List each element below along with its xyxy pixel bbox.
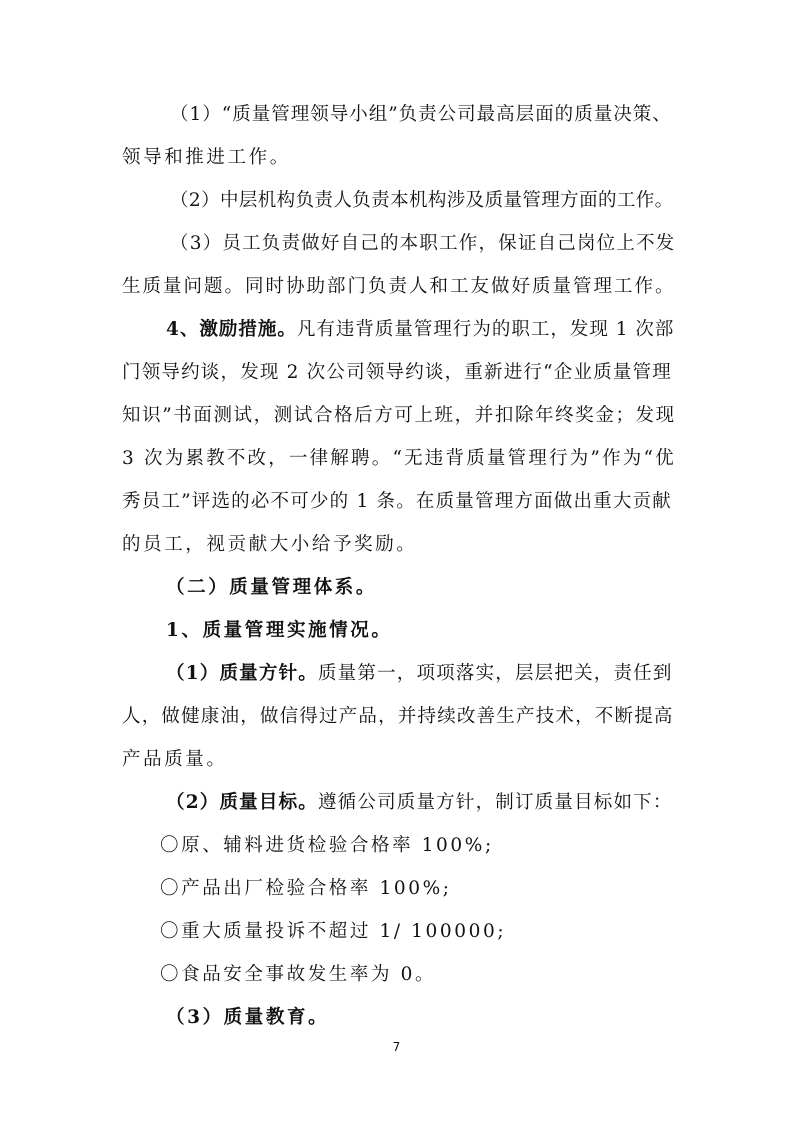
- paragraph-4-line-6: 的员工，视贡献大小给予奖励。: [122, 534, 418, 555]
- incentive-heading: 4、激励措施。: [166, 319, 297, 340]
- paragraph-1-line-2: 领导和推进工作。: [122, 147, 291, 168]
- policy-line-1: [166, 661, 673, 687]
- policy-line-3: 产品质量。: [122, 749, 228, 770]
- paragraph-4-line-4: 3 次为累教不改，一律解聘。“无违背质量管理行为”作为“优: [122, 448, 676, 469]
- paragraph-1-line-1: （1）“质量管理领导小组”负责公司最高层面的质量决策、: [170, 104, 672, 125]
- section-2-heading: （二）质量管理体系。: [166, 577, 378, 598]
- education-heading: （3）质量教育。: [166, 1007, 330, 1028]
- paragraph-4-line-1: [166, 317, 674, 343]
- paragraph-4-line-2: 门领导约谈，发现 2 次公司领导约谈，重新进行“企业质量管理: [122, 362, 672, 383]
- paragraph-4-line-3: 知识”书面测试，测试合格后方可上班，并扣除年终奖金；发现: [122, 405, 676, 426]
- objectives-line-1: [166, 790, 673, 816]
- paragraph-3-line-1: （3）员工负责做好自己的本职工作，保证自己岗位上不发: [170, 233, 676, 254]
- objective-item: 〇原、辅料进货检验合格率 100%;: [160, 835, 494, 856]
- policy-heading: （1）质量方针。: [166, 663, 318, 684]
- objective-item: 〇重大质量投诉不超过 1/ 100000;: [160, 921, 507, 942]
- policy-line-2: 人，做健康油，做信得过产品，并持续改善生产技术，不断提高: [122, 706, 674, 727]
- subsection-1-heading: 1、质量管理实施情况。: [166, 620, 393, 641]
- paragraph-2-line-1: （2）中层机构负责人负责本机构涉及质量管理方面的工作。: [170, 190, 674, 211]
- paragraph-4-line-5: 秀员工”评选的必不可少的 1 条。在质量管理方面做出重大贡献: [122, 491, 672, 512]
- page-number: 7: [392, 1040, 401, 1054]
- objectives-heading: （2）质量目标。: [166, 792, 318, 813]
- objective-item: 〇食品安全事故发生率为 0。: [160, 964, 437, 985]
- paragraph-3-line-2: 生质量问题。同时协助部门负责人和工友做好质量管理工作。: [122, 276, 676, 297]
- policy-text: 质量第一，项项落实，层层把关，责任到: [317, 663, 673, 684]
- objective-item: 〇产品出厂检验合格率 100%;: [160, 878, 452, 899]
- incentive-text: 凡有违背质量管理行为的职工，发现 1 次部: [296, 319, 675, 340]
- objectives-text: 遵循公司质量方针，制订质量目标如下：: [317, 792, 673, 813]
